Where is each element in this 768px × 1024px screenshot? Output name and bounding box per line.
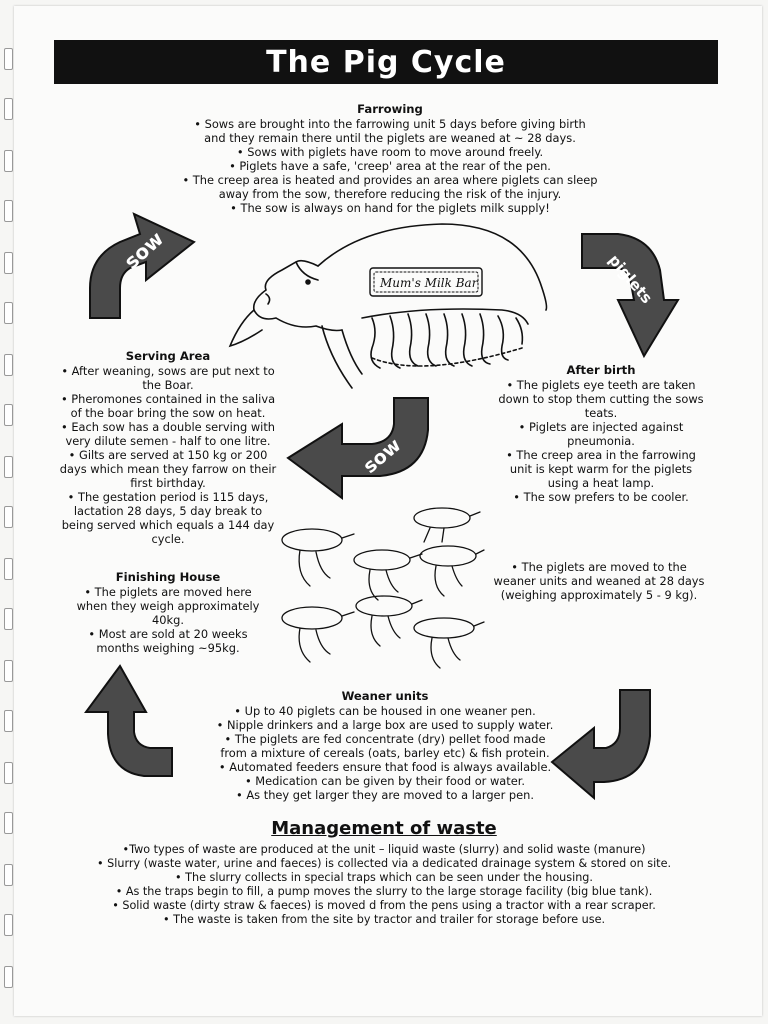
weaner-units-section	[190, 689, 580, 802]
serving-line: the Boar.	[142, 378, 194, 392]
weaned-note-section	[486, 560, 712, 602]
sow-arrow-middle	[284, 394, 432, 502]
serving-line: of the boar bring the sow on heat.	[70, 406, 266, 420]
binder-hole	[4, 966, 13, 988]
after-birth-line: • The sow prefers to be cooler.	[513, 490, 689, 504]
weaner-line: • The piglets are fed concentrate (dry) pellet food made	[224, 732, 546, 746]
serving-area-heading: Serving Area	[125, 349, 211, 363]
serving-line: • After weaning, sows are put next to	[61, 364, 275, 378]
waste-heading: Management of waste	[271, 818, 497, 839]
binder-hole	[4, 200, 13, 222]
serving-line: being served which equals a 144 day	[61, 518, 275, 532]
binder-hole	[4, 608, 13, 630]
binder-hole	[4, 98, 13, 120]
after-birth-line: using a heat lamp.	[547, 476, 655, 490]
farrowing-line: and they remain there until the piglets are weaned at ~ 28 days.	[204, 131, 576, 145]
piglet-drawing	[282, 607, 354, 662]
binder-hole	[4, 762, 13, 784]
piglet-drawing	[354, 550, 422, 600]
weaner-line: from a mixture of cereals (oats, barley etc) & fish protein.	[220, 746, 550, 760]
binder-hole	[4, 456, 13, 478]
cut-off-text-line	[150, 928, 610, 936]
sow-with-piglets-illustration	[222, 218, 562, 402]
piglets-arrow-top-right	[578, 230, 682, 360]
binder-hole	[4, 710, 13, 732]
binder-hole	[4, 252, 13, 274]
finishing-line: • Most are sold at 20 weeks	[88, 627, 248, 641]
weaner-line: • Automated feeders ensure that food is always available.	[218, 760, 552, 774]
farrowing-line: • The creep area is heated and provides an area where piglets can sleep	[182, 173, 598, 187]
weaned-note-line: • The piglets are moved to the	[511, 560, 687, 574]
serving-line: days which mean they farrow on their	[59, 462, 277, 476]
after-birth-line: • Piglets are injected against	[518, 420, 684, 434]
binder-hole	[4, 150, 13, 172]
finishing-house-section	[62, 570, 274, 655]
weaner-line: • Nipple drinkers and a large box are used to supply water.	[216, 718, 554, 732]
farrowing-heading: Farrowing	[357, 102, 423, 116]
binder-hole	[4, 354, 13, 376]
finishing-line: • The piglets are moved here	[84, 585, 252, 599]
piglet-drawing	[414, 618, 484, 668]
serving-line: • Each sow has a double serving with	[60, 420, 276, 434]
after-birth-line: unit is kept warm for the piglets	[509, 462, 693, 476]
binder-hole	[4, 302, 13, 324]
weaner-line: • Medication can be given by their food or water.	[244, 774, 526, 788]
serving-line: cycle.	[151, 532, 185, 546]
waste-line: •Two types of waste are produced at the unit – liquid waste (slurry) and solid waste (manure)	[122, 843, 646, 856]
farrowing-line: • Piglets have a safe, 'creep' area at the rear of the pen.	[229, 159, 551, 173]
after-birth-line: pneumonia.	[567, 434, 635, 448]
after-birth-heading: After birth	[566, 363, 636, 377]
farrowing-line: away from the sow, therefore reducing the risk of the injury.	[218, 187, 562, 201]
binder-holes	[4, 40, 18, 1010]
serving-line: first birthday.	[130, 476, 206, 490]
binder-hole	[4, 660, 13, 682]
weaner-line: • Up to 40 piglets can be housed in one weaner pen.	[234, 704, 536, 718]
waste-line: • The waste is taken from the site by tractor and trailer for storage before use.	[162, 913, 606, 926]
piglet-drawing	[356, 596, 422, 646]
farrowing-line: • Sows with piglets have room to move around freely.	[236, 145, 544, 159]
binder-hole	[4, 864, 13, 886]
after-birth-line: teats.	[584, 406, 618, 420]
sow-middle-arrow-label: sow	[359, 434, 406, 478]
serving-line: very dilute semen - half to one litre.	[65, 434, 271, 448]
page-title: The Pig Cycle	[266, 44, 506, 80]
binder-hole	[4, 48, 13, 70]
waste-section	[64, 843, 704, 927]
finishing-line: months weighing ~95kg.	[96, 641, 240, 655]
waste-line: • Solid waste (dirty straw & faeces) is moved d from the pens using a tractor with a rear scraper.	[112, 899, 656, 912]
finishing-line: 40kg.	[152, 613, 184, 627]
cycle-arrow-bottom-right	[548, 686, 654, 802]
sow-arrow-top-left	[86, 206, 198, 322]
piglet-drawing	[420, 546, 484, 596]
waste-line: • As the traps begin to fill, a pump moves the slurry to the large storage facility (big blue tank).	[115, 885, 653, 898]
waste-line: • The slurry collects in special traps which can be seen under the housing.	[175, 871, 593, 884]
sow-arrow-label: sow	[119, 226, 169, 274]
farrowing-section	[150, 102, 630, 215]
serving-line: • The gestation period is 115 days,	[67, 490, 269, 504]
weaned-note-line: (weighing approximately 5 - 9 kg).	[500, 588, 698, 602]
farrowing-line: • Sows are brought into the farrowing unit 5 days before giving birth	[194, 117, 586, 131]
finishing-line: when they weigh approximately	[76, 599, 260, 613]
milk-bar-sign: Mum's Milk Bar	[380, 276, 478, 290]
weaner-line: • As they get larger they are moved to a larger pen.	[236, 788, 534, 802]
piglet-drawing	[414, 508, 480, 542]
farrowing-line: • The sow is always on hand for the piglets milk supply!	[230, 201, 550, 215]
after-birth-line: • The piglets eye teeth are taken	[506, 378, 696, 392]
serving-line: • Pheromones contained in the saliva	[60, 392, 276, 406]
weaned-note-line: weaner units and weaned at 28 days	[493, 574, 705, 588]
binder-hole	[4, 506, 13, 528]
serving-line: • Gilts are served at 150 kg or 200	[68, 448, 268, 462]
title-banner	[54, 40, 718, 84]
binder-hole	[4, 914, 13, 936]
after-birth-line: down to stop them cutting the sows	[498, 392, 704, 406]
piglet-drawing	[282, 529, 354, 586]
binder-hole	[4, 404, 13, 426]
binder-hole	[4, 558, 13, 580]
piglets-arrow-label: piglets	[604, 251, 657, 308]
weaner-units-heading: Weaner units	[341, 689, 429, 703]
after-birth-line: • The creep area in the farrowing	[506, 448, 696, 462]
finishing-house-heading: Finishing House	[115, 570, 221, 584]
serving-line: lactation 28 days, 5 day break to	[73, 504, 263, 518]
waste-line: • Slurry (waste water, urine and faeces) is collected via a dedicated drainage system & stored on site.	[96, 857, 672, 870]
weaner-piglets-illustration	[272, 500, 486, 684]
cycle-arrow-bottom-left	[82, 662, 176, 780]
